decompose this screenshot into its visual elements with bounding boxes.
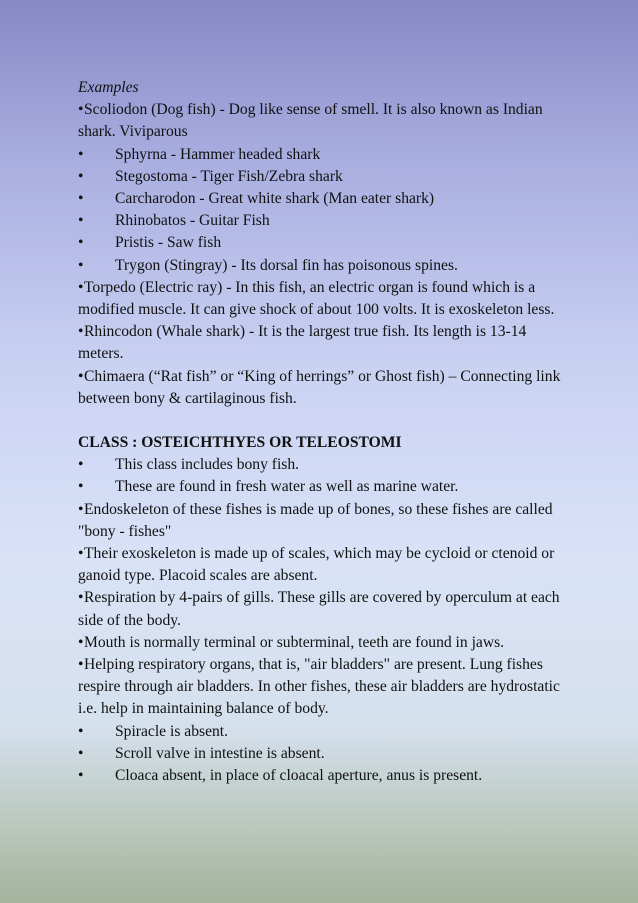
bullet-icon: •: [78, 167, 84, 185]
list-item: • Rhinobatos - Guitar Fish: [78, 210, 568, 232]
bullet-icon: •: [78, 633, 84, 651]
class-heading: CLASS : OSTEICHTHYES OR TELEOSTOMI: [78, 434, 402, 452]
list-item: •Respiration by 4-pairs of gills. These gills are covered by operculum at each side of the body.: [78, 589, 560, 629]
bullet-icon: •: [78, 367, 84, 385]
list-item: •Helping respiratory organs, that is, "air bladders" are present. Lung fishes respire through air bladders. In other fishes, these air bladders are hydrostatic i.e. help in maintaining balance of body.: [78, 656, 560, 718]
list-item: • Sphyrna - Hammer headed shark: [78, 144, 568, 166]
list-item: •Scoliodon (Dog fish) - Dog like sense of smell. It is also known as Indian shark. Viviparous: [78, 101, 543, 141]
bullet-icon: •: [78, 656, 84, 674]
list-item: • Pristis - Saw fish: [78, 232, 568, 254]
list-item: •Their exoskeleton is made up of scales, which may be cycloid or ctenoid or ganoid type. Placoid scales are absent.: [78, 545, 555, 585]
bullet-icon: •: [78, 145, 84, 163]
bullet-icon: •: [78, 545, 84, 563]
list-item: • Spiracle is absent.: [78, 721, 568, 743]
list-item: •Torpedo (Electric ray) - In this fish, an electric organ is found which is a modified muscle. It can give shock of about 100 volts. It is exoskeleton less.: [78, 278, 555, 319]
list-item: • Cloaca absent, in place of cloacal aperture, anus is present.: [78, 765, 568, 787]
bullet-icon: •: [78, 256, 84, 274]
bullet-icon: •: [78, 589, 84, 607]
bullet-icon: •: [78, 456, 84, 474]
bullet-icon: •: [78, 500, 84, 518]
bullet-icon: •: [78, 234, 84, 252]
list-item: • Carcharodon - Great white shark (Man eater shark): [78, 188, 568, 210]
list-item: • Scroll valve in intestine is absent.: [78, 743, 568, 765]
bullet-icon: •: [78, 744, 84, 762]
list-item: • This class includes bony fish.: [78, 454, 568, 476]
bullet-icon: •: [78, 722, 84, 740]
spacer: [78, 410, 568, 432]
list-item: • These are found in fresh water as well as marine water.: [78, 476, 568, 498]
bullet-icon: •: [78, 767, 84, 785]
document-page: [78, 77, 568, 787]
bullet-icon: •: [78, 323, 84, 341]
list-item: •Rhincodon (Whale shark) - It is the largest true fish. Its length is 13-14 meters.: [78, 323, 527, 363]
bullet-icon: •: [78, 101, 84, 119]
bullet-icon: •: [78, 190, 84, 208]
list-item: •Endoskeleton of these fishes is made up of bones, so these fishes are called "bony - fishes": [78, 500, 553, 540]
bullet-icon: •: [78, 478, 84, 496]
list-item: •Chimaera (“Rat fish” or “King of herrings” or Ghost fish) – Connecting link between bony & cartilaginous fish.: [78, 367, 561, 407]
examples-heading: Examples: [78, 79, 139, 96]
list-item: • Stegostoma - Tiger Fish/Zebra shark: [78, 166, 568, 188]
bullet-icon: •: [78, 212, 84, 230]
list-item: • Trygon (Stingray) - Its dorsal fin has poisonous spines.: [78, 255, 568, 277]
bullet-icon: •: [78, 278, 84, 296]
list-item: •Mouth is normally terminal or subterminal, teeth are found in jaws.: [78, 632, 568, 654]
